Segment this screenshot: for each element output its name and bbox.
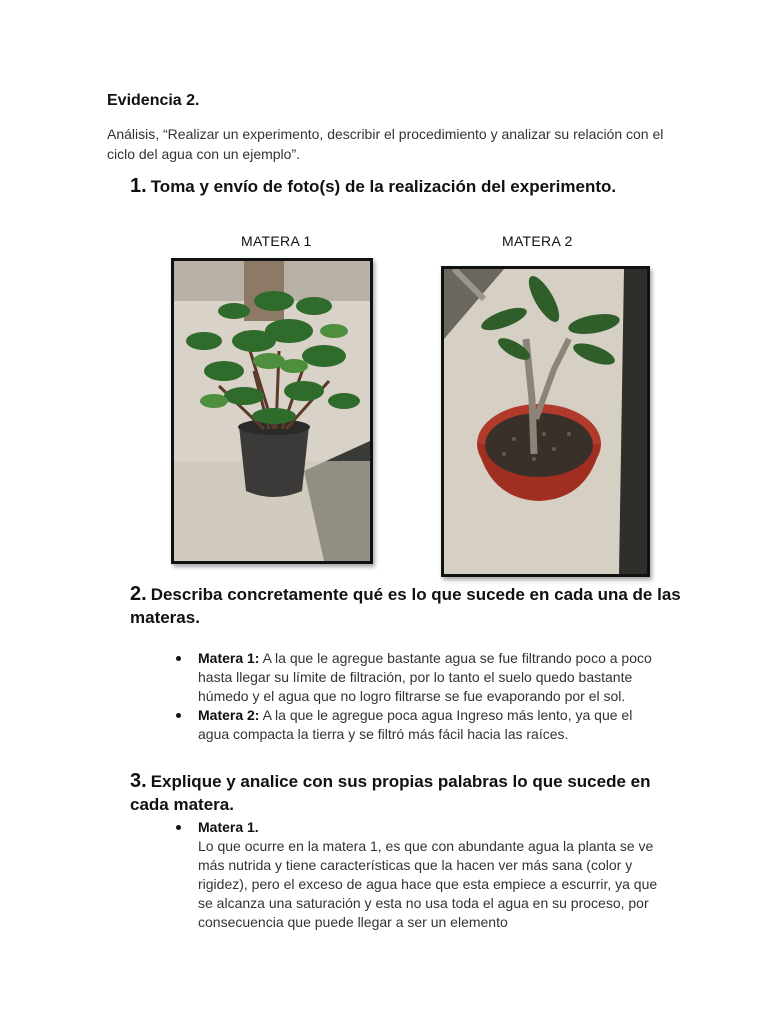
- list-item: [172, 706, 657, 744]
- photo-matera-1: [171, 258, 373, 564]
- list-item: [172, 818, 664, 932]
- section-3-text: Explique y analice con sus propias palabras lo que sucede en cada matera.: [130, 772, 651, 814]
- section-3-heading: [130, 770, 690, 816]
- section-1-text: Toma y envío de foto(s) de la realización del experimento.: [150, 177, 617, 196]
- plant-photo-2-image: [444, 269, 647, 574]
- document-title: Evidencia 2.: [107, 92, 200, 109]
- section-2-list: [172, 649, 657, 744]
- list-item-label: Matera 1:: [198, 650, 260, 666]
- list-item-label: Matera 2:: [198, 707, 260, 723]
- list-item-text: A la que le agregue bastante agua se fue filtrando poco a poco hasta llegar su límite de filtración, por lo tanto el suelo quedo bastante húmedo y el agua que no logro filtrarse se fue evaporando por el sol.: [198, 650, 652, 704]
- list-item-text: Lo que ocurre en la matera 1, es que con abundante agua la planta se ve más nutrida y tiene características que la hacen ver más sana (color y rigidez), pero el exceso de agua hace que esta empiece a escurrir, ya que se alcanza una saturación y esta no usa toda el agua en su proceso, por consecuencia que puede llegar a ser un elemento: [198, 838, 658, 930]
- list-item-label: Matera 1.: [198, 819, 259, 835]
- list-item-text: A la que le agregue poca agua Ingreso más lento, ya que el agua compacta la tierra y se filtró más fácil hacia las raíces.: [198, 707, 633, 742]
- section-2-text: Describa concretamente qué es lo que sucede en cada una de las materas.: [130, 585, 681, 627]
- list-item: [172, 649, 657, 706]
- section-1-heading: [130, 175, 690, 198]
- section-2-number: 2.: [130, 583, 147, 605]
- photo-matera-2: [441, 266, 650, 577]
- section-3-list: [172, 818, 664, 932]
- section-1-number: 1.: [130, 175, 147, 197]
- section-3-number: 3.: [130, 770, 147, 792]
- photo-caption-matera-2: MATERA 2: [502, 233, 573, 249]
- photo-caption-matera-1: MATERA 1: [241, 233, 312, 249]
- intro-paragraph: Análisis, “Realizar un experimento, describir el procedimiento y analizar su relación con el ciclo del agua con un ejemplo”.: [107, 126, 664, 162]
- section-2-heading: [130, 583, 690, 629]
- plant-photo-1-image: [174, 261, 370, 561]
